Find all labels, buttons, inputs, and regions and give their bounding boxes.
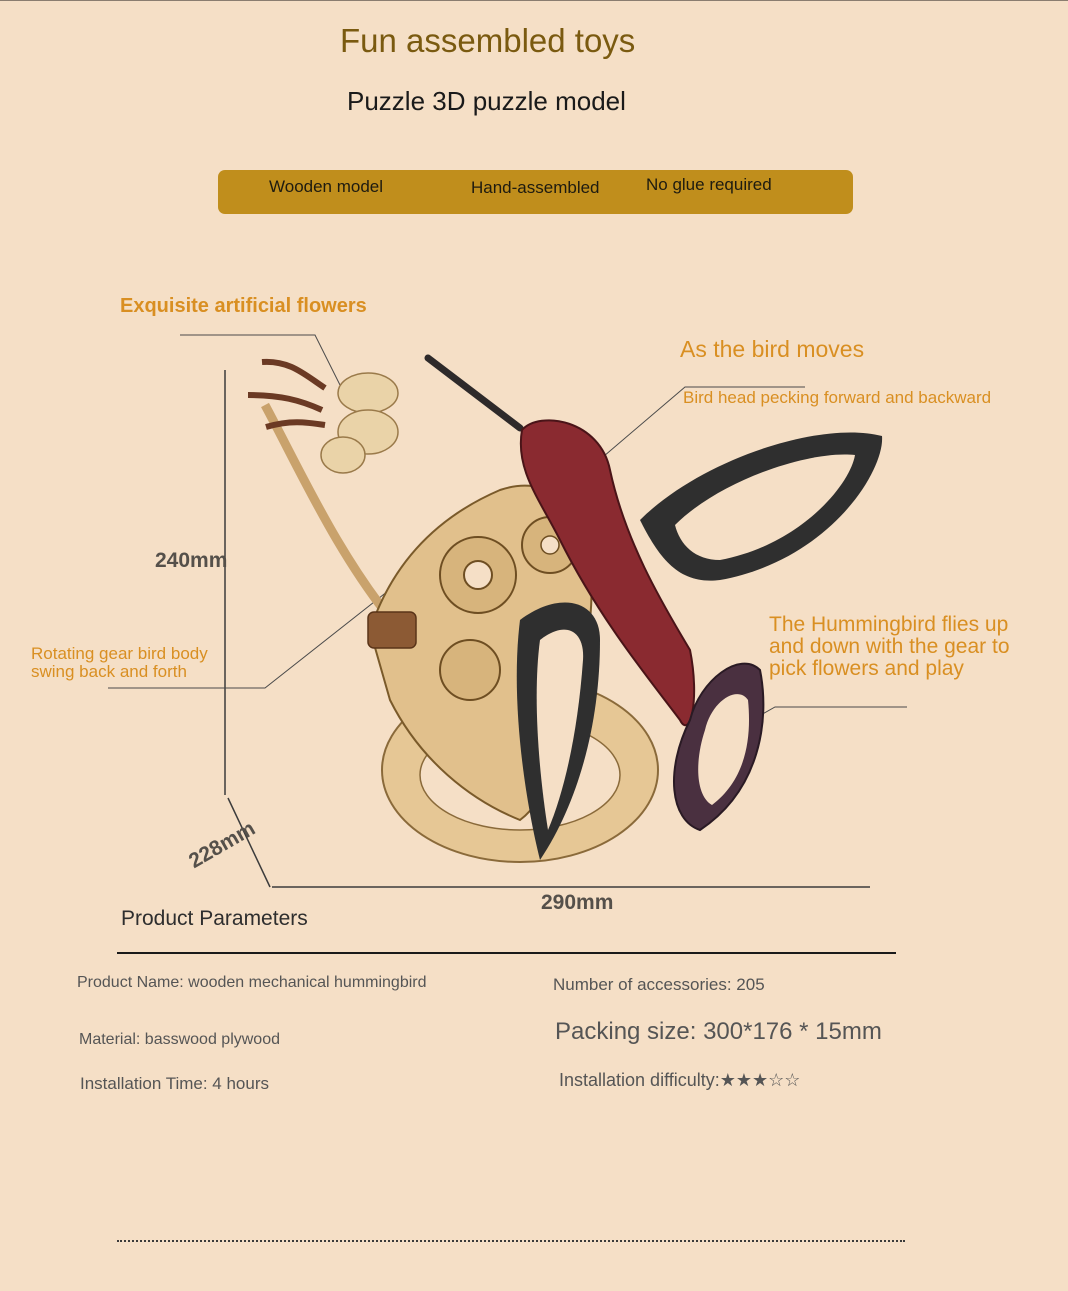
params-divider — [117, 952, 896, 954]
dimension-height: 240mm — [155, 549, 228, 572]
dimension-depth: 228mm — [185, 816, 260, 873]
callout-flowers: Exquisite artificial flowers — [120, 295, 367, 317]
param-product-name: Product Name: wooden mechanical hummingbird — [77, 974, 427, 991]
params-title: Product Parameters — [121, 907, 308, 930]
callout-bird-head: Bird head pecking forward and backward — [683, 388, 992, 407]
param-difficulty: Installation difficulty:★★★☆☆ — [559, 1070, 801, 1090]
dimension-width: 290mm — [541, 891, 614, 914]
page-subtitle: Puzzle 3D puzzle model — [347, 86, 626, 116]
page-title: Fun assembled toys — [340, 22, 636, 59]
banner-item-no-glue: No glue required — [646, 175, 772, 194]
param-accessories: Number of accessories: 205 — [553, 975, 765, 994]
param-material: Material: basswood plywood — [79, 1031, 280, 1048]
callout-bird-moves: As the bird moves — [680, 336, 865, 362]
banner-item-wooden-model: Wooden model — [269, 177, 384, 196]
callout-hummingbird: The Hummingbird flies up and down with the gear to pick flowers and play — [769, 613, 1010, 680]
bottom-divider — [117, 1240, 905, 1242]
callout-gear-body: Rotating gear bird body swing back and forth — [31, 644, 208, 681]
banner-item-hand-assembled: Hand-assembled — [471, 178, 600, 197]
param-packing-size: Packing size: 300*176 * 15mm — [555, 1018, 882, 1045]
param-installation-time: Installation Time: 4 hours — [80, 1074, 269, 1093]
